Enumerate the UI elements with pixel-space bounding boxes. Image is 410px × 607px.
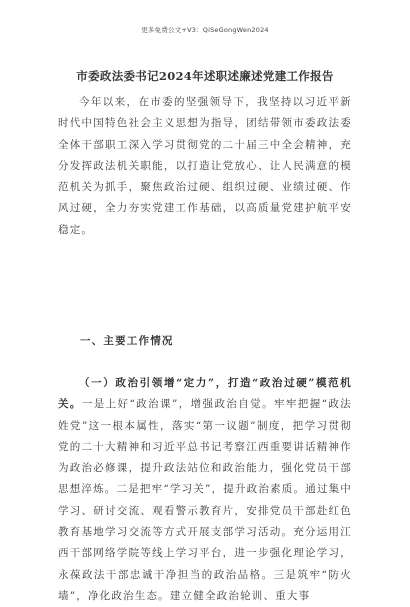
section-lead: （一）政治引领增“定力”，打造“政治过硬”模范机关。 bbox=[58, 377, 352, 411]
section-body: 一是上好“政治课”，增强政治自觉。牢牢把握“政法姓党”这一根本属性，落实“第一议题”制度，把学习贯彻党的二十大精神和习近平总书记考察江西重要讲话精神作为政治必修课，提升政法站位和政治能力，强化党员干部思想淬炼。二是把牢“学习关”，提升政治素质。通过集中学习、研讨交流、观看警示教育片，安排党员干部赴红色教育基地学习交流等方式开展支部学习活动。充分运用江西干部网络学院等线上学习平台，进一步强化理论学习，永葆政法干部忠诚干净担当的政治品格。三是筑牢“防火墙”，净化政治生态。建立健全政治轮训、重大事 bbox=[58, 398, 353, 602]
document-title: 市委政法委书记2024年述职述廉述党建工作报告 bbox=[76, 69, 334, 83]
intro-paragraph: 今年以来，在市委的坚强领导下，我坚持以习近平新时代中国特色社会主义思想为指导，团结带领市委政法委全体干部职工深入学习贯彻党的二十届三中全会精神，充分发挥政法机关职能，以打造让党放心、让人民满意的模范机关为抓手，聚焦政治过硬、组织过硬、业绩过硬、作风过硬，全力夯实党建工作基础，以高质量党建护航平安稳定。 bbox=[58, 96, 352, 236]
section-heading: 一、主要工作情况 bbox=[80, 335, 174, 347]
section-paragraph bbox=[58, 373, 352, 607]
header-note: 更多免费公文+V3：QiSeGongWen2024 bbox=[141, 26, 269, 34]
